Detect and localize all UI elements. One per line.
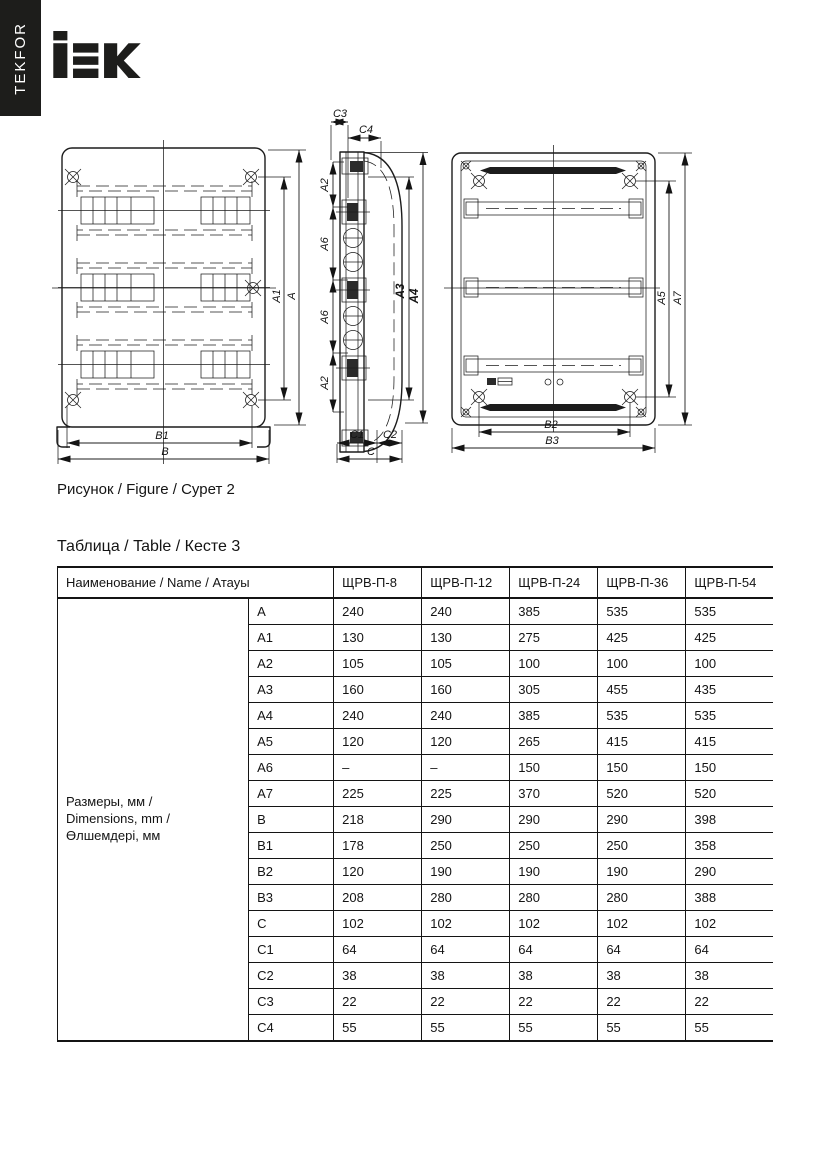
param-cell: B2 [249,859,334,885]
value-cell: 370 [510,781,598,807]
dim-label-b1: B1 [155,430,169,442]
value-cell: 100 [510,651,598,677]
value-cell: 225 [422,781,510,807]
param-cell: C4 [249,1015,334,1042]
dim-label-b2: B2 [544,419,558,431]
logo-i-dot [53,31,67,40]
value-cell: 218 [334,807,422,833]
value-cell: 535 [686,703,773,729]
value-cell: 55 [334,1015,422,1042]
dim-label-c4: C4 [358,124,374,136]
value-cell: 415 [598,729,686,755]
side-view-drawing [319,108,428,463]
model-header-cell: ЩРВ-П-36 [598,567,686,598]
model-header-cell: ЩРВ-П-24 [510,567,598,598]
param-cell: A7 [249,781,334,807]
dim-label-b: B [161,446,169,458]
dim-label-c2: C2 [382,429,398,441]
logo-k [104,43,141,78]
value-cell: 208 [334,885,422,911]
iek-logo [52,31,142,78]
model-header-cell: ЩРВ-П-12 [422,567,510,598]
value-cell: 388 [686,885,773,911]
value-cell: 305 [510,677,598,703]
logo-e-bar [73,56,98,64]
value-cell: 425 [598,625,686,651]
dim-label-c: C [367,446,375,458]
dim-label-b3: B3 [545,435,559,447]
value-cell: 240 [334,703,422,729]
param-cell: A2 [249,651,334,677]
value-cell: 435 [686,677,773,703]
dim-label-c1: C1 [349,429,365,441]
value-cell: 520 [598,781,686,807]
value-cell: 120 [422,729,510,755]
value-cell: 64 [510,937,598,963]
value-cell: – [334,755,422,781]
param-cell: B [249,807,334,833]
value-cell: 425 [686,625,773,651]
value-cell: 55 [598,1015,686,1042]
name-header-cell: Наименование / Name / Атауы [58,567,334,598]
value-cell: 102 [598,911,686,937]
value-cell: 190 [510,859,598,885]
value-cell: 102 [686,911,773,937]
value-cell: 22 [598,989,686,1015]
value-cell: 190 [598,859,686,885]
value-cell: 55 [510,1015,598,1042]
param-cell: A5 [249,729,334,755]
value-cell: 240 [422,703,510,729]
tekfor-label: TEKFOR [12,21,29,95]
value-cell: 240 [334,598,422,625]
value-cell: 520 [686,781,773,807]
value-cell: 64 [686,937,773,963]
dimensions-table-body [58,598,774,1041]
value-cell: – [422,755,510,781]
param-cell: B1 [249,833,334,859]
param-cell: C1 [249,937,334,963]
dim-label-a7: A7 [672,291,684,305]
value-cell: 280 [510,885,598,911]
value-cell: 160 [422,677,510,703]
table-row [58,598,774,625]
logo-e-bar [73,43,98,52]
value-cell: 64 [598,937,686,963]
value-cell: 22 [686,989,773,1015]
logo-e-bar [73,69,98,78]
value-cell: 290 [686,859,773,885]
value-cell: 535 [686,598,773,625]
row-group-label: Размеры, мм / Dimensions, mm / Өлшемдері, мм [58,598,249,1041]
param-cell: C3 [249,989,334,1015]
back-view-drawing [444,145,692,453]
dim-label-a4: A4 [409,288,421,304]
param-cell: A6 [249,755,334,781]
value-cell: 102 [422,911,510,937]
param-cell: C2 [249,963,334,989]
dim-label-a5: A5 [656,291,668,305]
value-cell: 190 [422,859,510,885]
value-cell: 250 [510,833,598,859]
dim-label-a1: A1 [271,289,283,303]
value-cell: 265 [510,729,598,755]
value-cell: 535 [598,703,686,729]
value-cell: 38 [334,963,422,989]
value-cell: 178 [334,833,422,859]
value-cell: 455 [598,677,686,703]
value-cell: 55 [422,1015,510,1042]
value-cell: 535 [598,598,686,625]
table-title: Таблица / Table / Кесте 3 [57,538,241,555]
value-cell: 385 [510,598,598,625]
front-view-drawing [52,140,306,464]
table-header-row [58,567,774,598]
dim-label-a: A [286,292,298,300]
value-cell: 290 [422,807,510,833]
dim-label-c3: C3 [332,108,348,120]
model-header-cell: ЩРВ-П-8 [334,567,422,598]
value-cell: 280 [598,885,686,911]
dim-label-a6-upper: A6 [319,237,331,251]
value-cell: 358 [686,833,773,859]
dim-label-a6-lower: A6 [319,310,331,324]
value-cell: 280 [422,885,510,911]
dim-label-a3: A3 [395,283,407,299]
value-cell: 105 [334,651,422,677]
value-cell: 120 [334,859,422,885]
value-cell: 100 [686,651,773,677]
value-cell: 150 [686,755,773,781]
model-header-cell: ЩРВ-П-54 [686,567,773,598]
param-cell: C [249,911,334,937]
value-cell: 55 [686,1015,773,1042]
value-cell: 240 [422,598,510,625]
value-cell: 22 [422,989,510,1015]
param-cell: A4 [249,703,334,729]
value-cell: 130 [334,625,422,651]
value-cell: 150 [598,755,686,781]
dim-label-a2-bottom: A2 [319,376,331,390]
value-cell: 38 [686,963,773,989]
param-cell: A3 [249,677,334,703]
value-cell: 38 [422,963,510,989]
logo-i-stem [53,43,67,78]
figure-caption: Рисунок / Figure / Сурет 2 [57,481,235,498]
value-cell: 290 [510,807,598,833]
value-cell: 225 [334,781,422,807]
value-cell: 102 [334,911,422,937]
value-cell: 275 [510,625,598,651]
param-cell: A1 [249,625,334,651]
param-cell: A [249,598,334,625]
value-cell: 22 [334,989,422,1015]
value-cell: 150 [510,755,598,781]
value-cell: 290 [598,807,686,833]
value-cell: 64 [422,937,510,963]
value-cell: 22 [510,989,598,1015]
value-cell: 64 [334,937,422,963]
value-cell: 250 [598,833,686,859]
value-cell: 250 [422,833,510,859]
value-cell: 105 [422,651,510,677]
dimensions-table [57,566,773,1042]
value-cell: 120 [334,729,422,755]
value-cell: 100 [598,651,686,677]
value-cell: 38 [510,963,598,989]
value-cell: 398 [686,807,773,833]
value-cell: 415 [686,729,773,755]
value-cell: 130 [422,625,510,651]
value-cell: 160 [334,677,422,703]
dim-label-a2-top: A2 [319,178,331,192]
value-cell: 38 [598,963,686,989]
param-cell: B3 [249,885,334,911]
tekfor-series-bar [0,0,41,116]
value-cell: 102 [510,911,598,937]
value-cell: 385 [510,703,598,729]
